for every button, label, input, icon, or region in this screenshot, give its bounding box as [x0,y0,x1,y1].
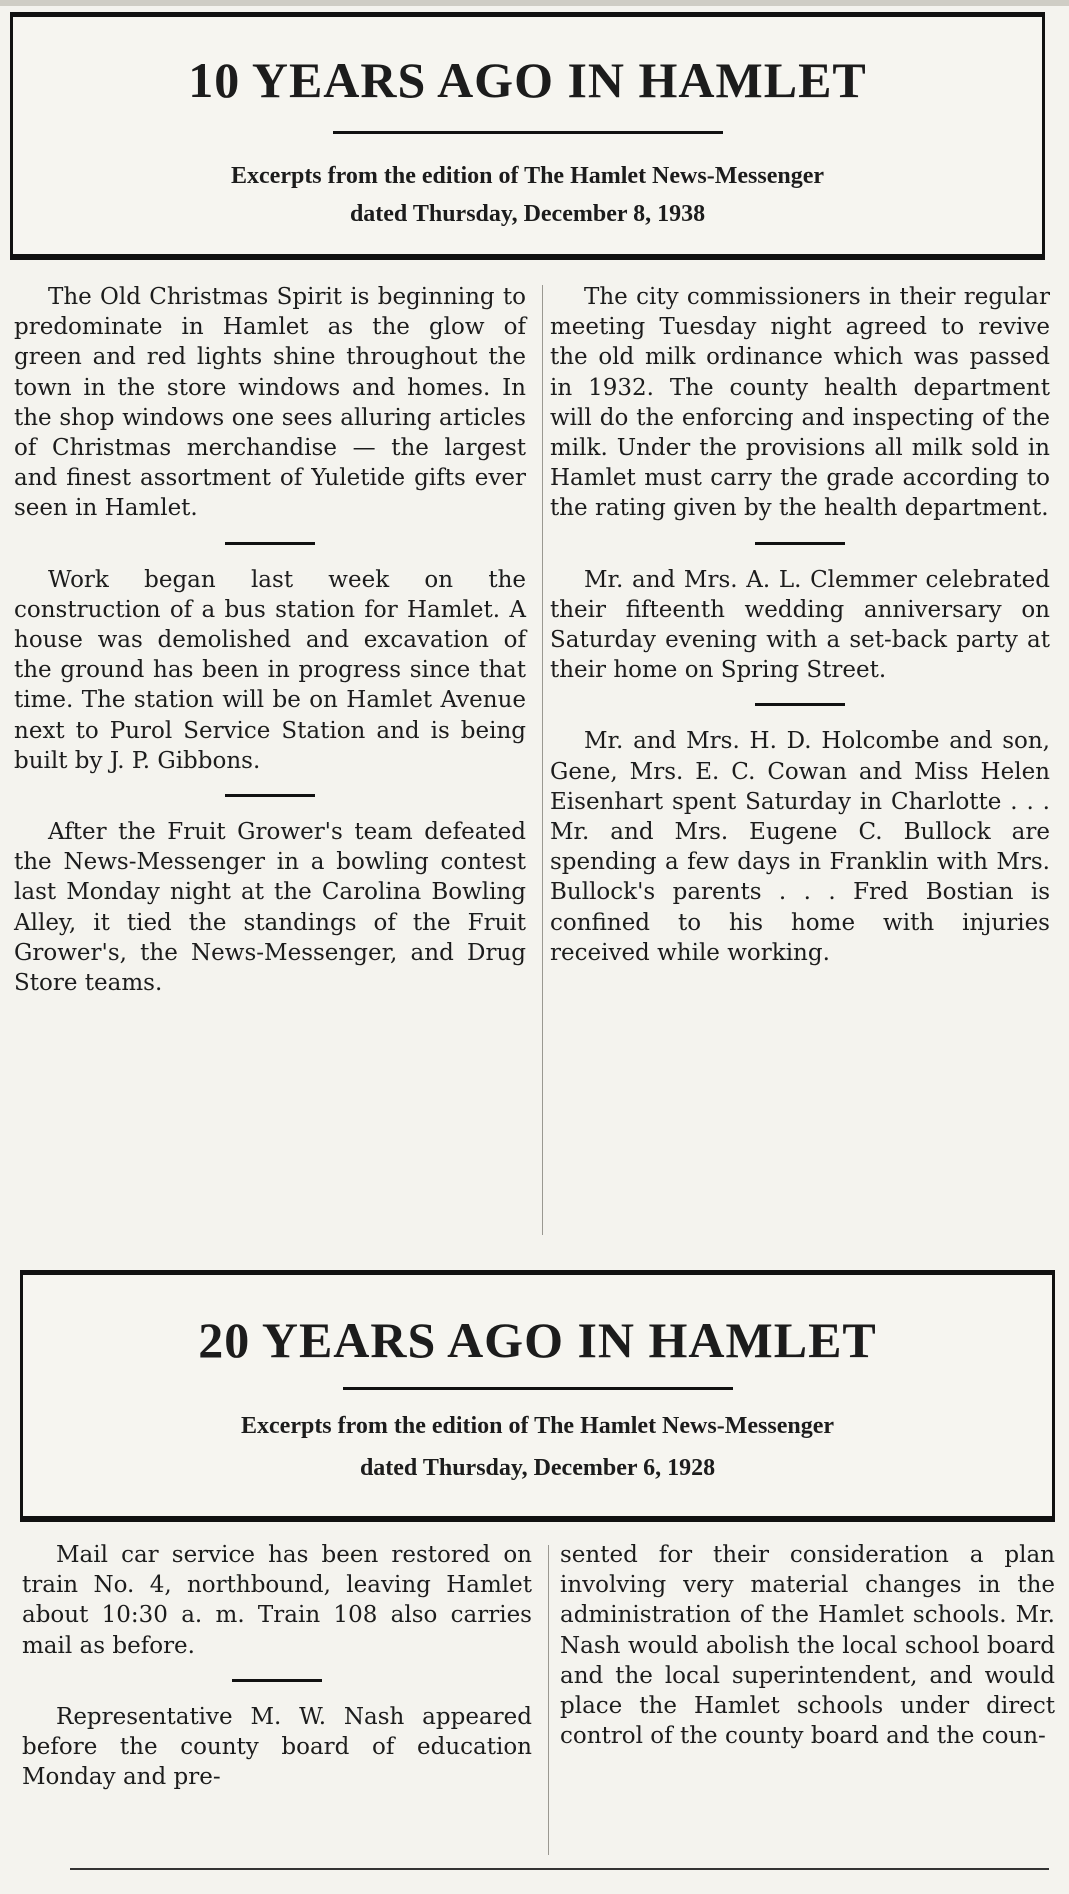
section2-title: 20 YEARS AGO IN HAMLET [198,1312,877,1368]
section2-item-mail-car: Mail car service has been restored on train No. 4, northbound, leaving Hamlet about 10:30 a. m. Train 108 also carries mail as before. [22,1542,532,1659]
section1-title-rule [333,131,723,134]
section1-right-column [550,282,1050,968]
section2-subtitle-line1: Excerpts from the edition of The Hamlet News-Messenger [241,1413,834,1439]
section2-item-nash-part2: sented for their consideration a plan involving very material changes in the administration of the Hamlet schools. Mr. Nash would abolish the local school board and the local superintendent, and would place the Hamlet schools under direct control of the county board and the coun- [560,1542,1055,1750]
section1-left-column [14,282,526,998]
section2-column-separator [548,1545,549,1855]
section2-banner [20,1270,1055,1522]
section1-item-personals: Mr. and Mrs. H. D. Holcombe and son, Gene, Mrs. E. C. Cowan and Miss Helen Eisenhart spent Saturday in Charlotte . . . Mr. and Mrs. Eugene C. Bullock are spending a few days in Franklin with Mrs. Bullock's parents . . . Fred Bostian is confined to his home with injuries received while working. [550,728,1050,966]
section1-subtitle-line2: dated Thursday, December 8, 1938 [349,201,706,227]
section1-item-milk-ordinance: The city commissioners in their regular meeting Tuesday night agreed to revive the old milk ordinance which was passed in 1932. The county health department will do the enforcing and inspecting of the milk. Under the provisions all milk sold in Hamlet must carry the grade according to the rating given by the health department. [550,284,1050,522]
item-divider [755,542,845,545]
section1-title: 10 YEARS AGO IN HAMLET [188,52,867,108]
bottom-rule [70,1868,1049,1870]
section1-column-separator [542,285,543,1235]
section2-right-column [560,1540,1055,1751]
item-divider [232,1679,322,1682]
section2-title-rule [343,1387,733,1390]
section2-subtitle-line2: dated Thursday, December 6, 1928 [359,1455,716,1481]
top-edge [0,0,1069,6]
item-divider [225,542,315,545]
section1-subtitle-line1: Excerpts from the edition of The Hamlet News-Messenger [231,163,824,189]
item-divider [755,703,845,706]
section2-item-nash-part1: Representative M. W. Nash appeared before the county board of education Monday and pre- [22,1703,532,1791]
item-divider [225,794,315,797]
section1-item-clemmer-anniversary: Mr. and Mrs. A. L. Clemmer celebrated their fifteenth wedding anniversary on Saturday evening with a set-back party at their home on Spring Street. [550,566,1050,684]
section2-left-column [22,1540,532,1792]
section1-item-bowling: After the Fruit Grower's team defeated the News-Messenger in a bowling contest last Monday night at the Carolina Bowling Alley, it tied the standings of the Fruit Grower's, the News-Messenger, and Drug Store teams. [14,819,526,997]
section1-item-bus-station: Work began last week on the construction of a bus station for Hamlet. A house was demolished and excavation of the ground has been in progress since that time. The station will be on Hamlet Avenue next to Purol Service Station and is being built by J. P. Gibbons. [14,566,526,774]
section1-banner [10,12,1045,260]
section1-item-christmas-spirit: The Old Christmas Spirit is beginning to predominate in Hamlet as the glow of green and red lights shine throughout the town in the store windows and homes. In the shop windows one sees alluring articles of Christmas merchandise — the largest and finest assortment of Yuletide gifts ever seen in Hamlet. [14,284,526,522]
